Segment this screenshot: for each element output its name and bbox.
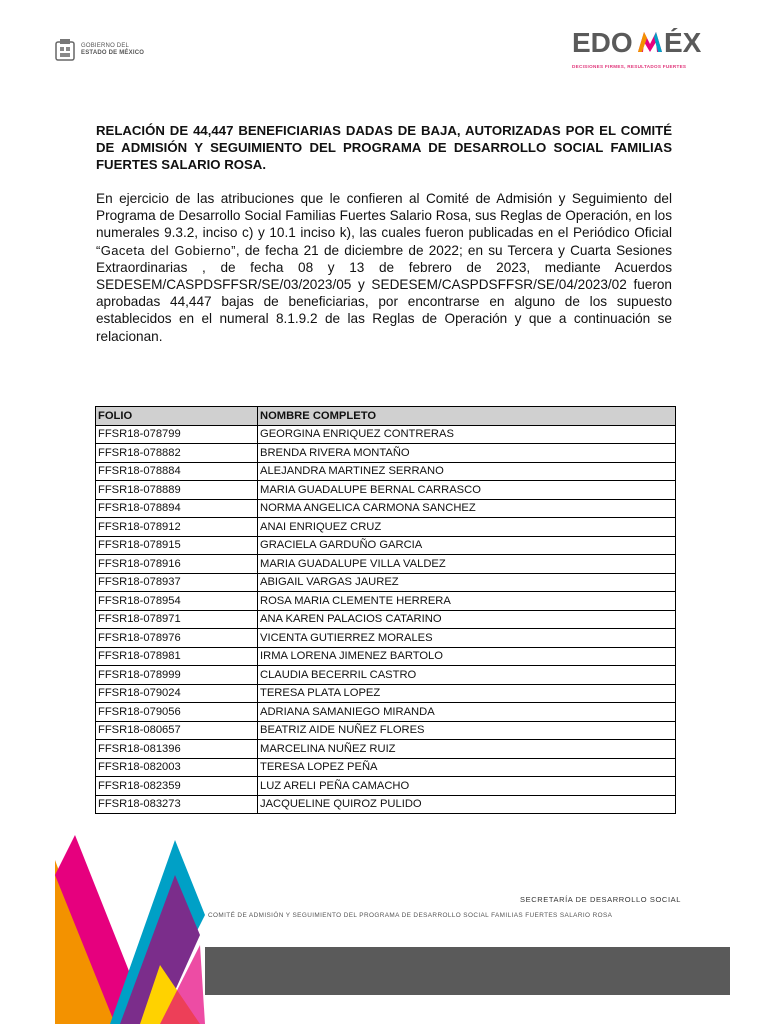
document-title: RELACIÓN DE 44,447 BENEFICIARIAS DADAS DE BAJA, AUTORIZADAS POR EL COMITÉ DE ADMISIÓN Y SEGUIMIENTO DEL PROGRAMA DE DESARROLLO SOCIAL FAMILIAS FUERTES SALARIO ROSA. <box>96 123 672 172</box>
nombre-cell: BEATRIZ AIDE NUÑEZ FLORES <box>258 721 676 740</box>
table-row <box>96 592 676 611</box>
folio-cell: FFSR18-078894 <box>96 499 258 518</box>
table-row <box>96 647 676 666</box>
svg-text:EDO: EDO <box>572 28 633 58</box>
table-row <box>96 684 676 703</box>
table-body <box>96 425 676 814</box>
gobierno-logo <box>55 38 144 62</box>
nombre-cell: VICENTA GUTIERREZ MORALES <box>258 629 676 648</box>
table-row <box>96 462 676 481</box>
table-row <box>96 573 676 592</box>
beneficiaries-table-wrapper <box>95 406 676 814</box>
nombre-cell: IRMA LORENA JIMENEZ BARTOLO <box>258 647 676 666</box>
beneficiaries-table <box>95 406 676 814</box>
nombre-cell: MARIA GUADALUPE BERNAL CARRASCO <box>258 481 676 500</box>
folio-cell: FFSR18-080657 <box>96 721 258 740</box>
footer-comite: COMITÉ DE ADMISIÓN Y SEGUIMIENTO DEL PROGRAMA DE DESARROLLO SOCIAL FAMILIAS FUERTES SALARIO ROSA <box>208 912 613 919</box>
nombre-cell: ROSA MARIA CLEMENTE HERRERA <box>258 592 676 611</box>
nombre-cell: LUZ ARELI PEÑA CAMACHO <box>258 777 676 796</box>
folio-cell: FFSR18-078799 <box>96 425 258 444</box>
folio-cell: FFSR18-078889 <box>96 481 258 500</box>
table-row <box>96 518 676 537</box>
nombre-cell: ANAI ENRIQUEZ CRUZ <box>258 518 676 537</box>
table-row <box>96 758 676 777</box>
folio-cell: FFSR18-078981 <box>96 647 258 666</box>
folio-cell: FFSR18-078954 <box>96 592 258 611</box>
nombre-cell: GRACIELA GARDUÑO GARCIA <box>258 536 676 555</box>
nombre-cell: ALEJANDRA MARTINEZ SERRANO <box>258 462 676 481</box>
paragraph-part1: En ejercicio de las atribuciones que le confieren al Comité de Admisión y Seguimiento del Programa de Desarrollo Social Familias Fuertes Salario Rosa, sus Reglas de Operación, en los numerales 9.3.2, inciso c) y 10.1 inciso k), las cuales fueron publicadas en el Periódico Oficial <box>96 191 672 241</box>
edomex-logo <box>572 28 720 69</box>
nombre-cell: NORMA ANGELICA CARMONA SANCHEZ <box>258 499 676 518</box>
nombre-cell: MARCELINA NUÑEZ RUIZ <box>258 740 676 759</box>
table-row <box>96 536 676 555</box>
table-header-row <box>96 407 676 426</box>
table-row <box>96 444 676 463</box>
table-row <box>96 499 676 518</box>
footer-decoration <box>0 815 768 1024</box>
footer-gray-band <box>205 947 730 995</box>
folio-cell: FFSR18-078937 <box>96 573 258 592</box>
table-row <box>96 795 676 814</box>
table-row <box>96 740 676 759</box>
nombre-cell: JACQUELINE QUIROZ PULIDO <box>258 795 676 814</box>
folio-cell: FFSR18-079024 <box>96 684 258 703</box>
folio-cell: FFSR18-082359 <box>96 777 258 796</box>
nombre-cell: CLAUDIA BECERRIL CASTRO <box>258 666 676 685</box>
state-emblem-icon <box>55 38 75 62</box>
table-row <box>96 629 676 648</box>
gobierno-logo-text <box>81 43 144 57</box>
table-row <box>96 481 676 500</box>
nombre-cell: TERESA LOPEZ PEÑA <box>258 758 676 777</box>
folio-cell: FFSR18-078912 <box>96 518 258 537</box>
folio-cell: FFSR18-082003 <box>96 758 258 777</box>
nombre-cell: TERESA PLATA LOPEZ <box>258 684 676 703</box>
folio-cell: FFSR18-078971 <box>96 610 258 629</box>
nombre-cell: GEORGINA ENRIQUEZ CONTRERAS <box>258 425 676 444</box>
table-row <box>96 555 676 574</box>
folio-cell: FFSR18-078915 <box>96 536 258 555</box>
edomex-wordmark <box>572 28 720 58</box>
edomex-tagline: DECISIONES FIRMES, RESULTADOS FUERTES <box>572 64 687 69</box>
folio-cell: FFSR18-078884 <box>96 462 258 481</box>
column-header-nombre: NOMBRE COMPLETO <box>258 407 676 426</box>
footer-secretaria: SECRETARÍA DE DESARROLLO SOCIAL <box>520 895 682 904</box>
paragraph-gaceta: “Gaceta del Gobierno” <box>96 242 236 258</box>
table-row <box>96 721 676 740</box>
table-row <box>96 610 676 629</box>
folio-cell: FFSR18-079056 <box>96 703 258 722</box>
folio-cell: FFSR18-078916 <box>96 555 258 574</box>
folio-cell: FFSR18-083273 <box>96 795 258 814</box>
document-paragraph <box>96 190 672 345</box>
gobierno-logo-line1: GOBIERNO DEL <box>81 43 130 49</box>
table-row <box>96 703 676 722</box>
nombre-cell: ABIGAIL VARGAS JAUREZ <box>258 573 676 592</box>
paragraph-part2: , de fecha 21 de diciembre de 2022; en su Tercera y Cuarta Sesiones Extraordinarias , de fecha 08 y 13 de febrero de 2023, mediante Acuerdos SEDESEM/CASPDSFFSR/SE/03/2023/05 y SEDESEM/CASPDSFFSR/SE/04/2023/02 fueron aprobadas 44,447 bajas de beneficiarias, por encontrarse en alguno de los supuesto establecidos en el numeral 8.1.9.2 de las Reglas de Operación y que a continuación se relacionan. <box>96 242 672 344</box>
nombre-cell: ADRIANA SAMANIEGO MIRANDA <box>258 703 676 722</box>
table-row <box>96 777 676 796</box>
nombre-cell: ANA KAREN PALACIOS CATARINO <box>258 610 676 629</box>
folio-cell: FFSR18-081396 <box>96 740 258 759</box>
gobierno-logo-line2: ESTADO DE MÉXICO <box>81 50 145 56</box>
folio-cell: FFSR18-078976 <box>96 629 258 648</box>
svg-text:ÉX: ÉX <box>664 28 702 58</box>
nombre-cell: BRENDA RIVERA MONTAÑO <box>258 444 676 463</box>
table-row <box>96 425 676 444</box>
table-row <box>96 666 676 685</box>
nombre-cell: MARIA GUADALUPE VILLA VALDEZ <box>258 555 676 574</box>
folio-cell: FFSR18-078882 <box>96 444 258 463</box>
folio-cell: FFSR18-078999 <box>96 666 258 685</box>
column-header-folio: FOLIO <box>96 407 258 426</box>
